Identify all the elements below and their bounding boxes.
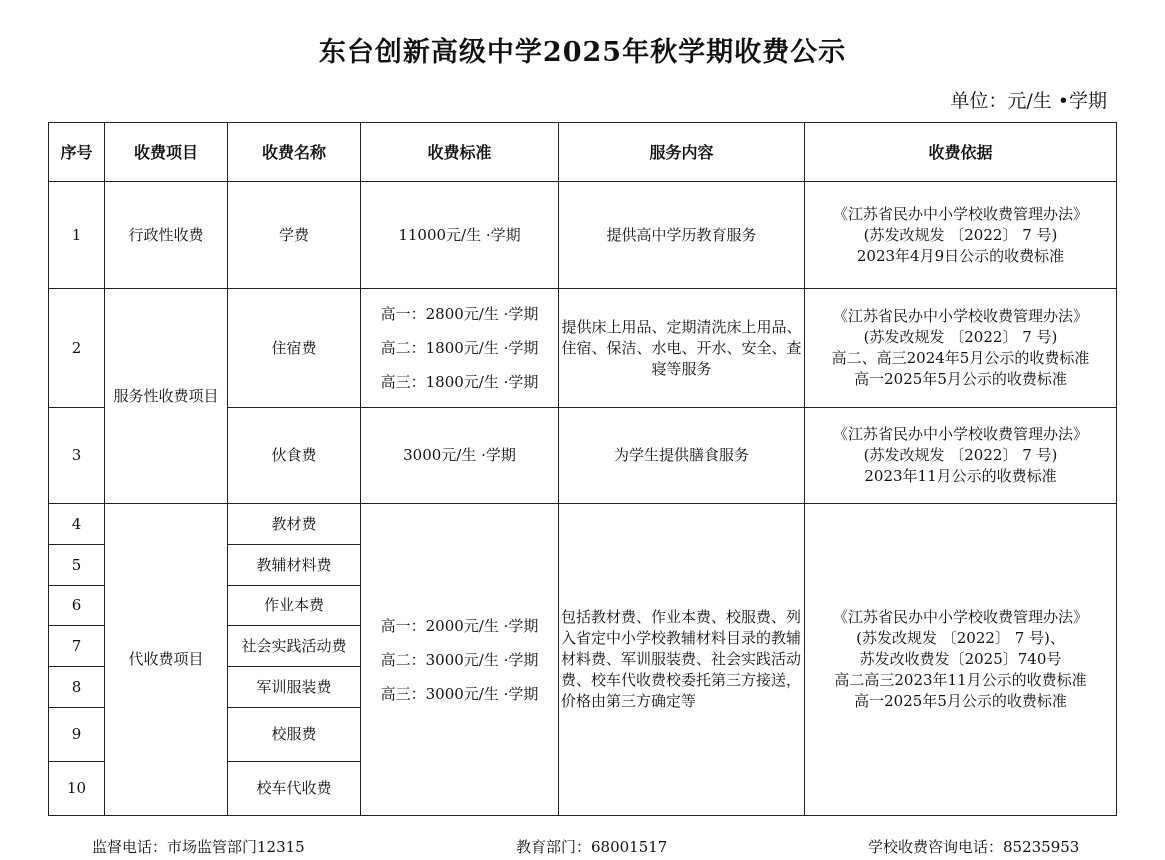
row-name: 校服费 (228, 708, 361, 762)
row-standard: 11000元/生 ·学期 (361, 182, 559, 289)
row-project: 行政性收费 (105, 182, 228, 289)
row-name: 学费 (228, 182, 361, 289)
row-service: 提供高中学历教育服务 (559, 182, 805, 289)
row-name: 教辅材料费 (228, 545, 361, 586)
header-name: 收费名称 (228, 123, 361, 182)
row-seq: 2 (49, 289, 105, 408)
standard-line: 高二：3000元/生 ·学期 (380, 650, 539, 669)
service-project-cell: 服务性收费项目 (105, 289, 228, 504)
row-basis: 《江苏省民办中小学校收费管理办法》 (苏发改规发 〔2022〕 7 号) 2023年11月公示的收费标准 (805, 408, 1117, 504)
proxy-standard (361, 504, 559, 816)
row-name: 军训服装费 (228, 667, 361, 708)
row-seq: 5 (49, 545, 105, 586)
row-seq: 7 (49, 626, 105, 667)
row-name: 校车代收费 (228, 762, 361, 816)
row-name: 教材费 (228, 504, 361, 545)
header-service: 服务内容 (559, 123, 805, 182)
header-standard: 收费标准 (361, 123, 559, 182)
proxy-service: 包括教材费、作业本费、校服费、列入省定中小学校教辅材料目录的教辅材料费、军训服装费、社会实践活动费、校车代收费校委托第三方接送，价格由第三方确定等 (559, 504, 805, 816)
row-basis: 《江苏省民办中小学校收费管理办法》 (苏发改规发 〔2022〕 7 号) 高二、高三2024年5月公示的收费标准 高一2025年5月公示的收费标准 (805, 289, 1117, 408)
row-standard (361, 289, 559, 408)
standard-line: 高一：2000元/生 ·学期 (380, 616, 539, 635)
row-standard: 3000元/生 ·学期 (361, 408, 559, 504)
row-name: 社会实践活动费 (228, 626, 361, 667)
row-seq: 8 (49, 667, 105, 708)
row-service: 提供床上用品、定期清洗床上用品、住宿、保洁、水电、开水、安全、查寝等服务 (559, 289, 805, 408)
page-title: 东台创新高级中学2025年秋学期收费公示 (318, 37, 847, 68)
row-seq: 10 (49, 762, 105, 816)
row-seq: 3 (49, 408, 105, 504)
footer-education: 教育部门：68001517 (516, 838, 668, 856)
footer-consult: 学校收费咨询电话：85235953 (868, 838, 1080, 856)
row-seq: 6 (49, 586, 105, 626)
unit-label: 单位：元/生 •学期 (950, 90, 1107, 112)
proxy-project-cell: 代收费项目 (105, 504, 228, 816)
table-row (49, 182, 1117, 289)
header-project: 收费项目 (105, 123, 228, 182)
row-seq: 1 (49, 182, 105, 289)
fee-table (48, 122, 1117, 816)
row-seq: 9 (49, 708, 105, 762)
row-name: 住宿费 (228, 289, 361, 408)
table-row (49, 504, 1117, 545)
row-service: 为学生提供膳食服务 (559, 408, 805, 504)
standard-line: 高三：1800元/生 ·学期 (380, 373, 539, 391)
standard-line: 高一：2800元/生 ·学期 (380, 305, 539, 323)
footer-supervise: 监督电话：市场监管部门12315 (92, 838, 305, 856)
row-name: 伙食费 (228, 408, 361, 504)
row-basis: 《江苏省民办中小学校收费管理办法》 (苏发改规发 〔2022〕 7 号) 2023年4月9日公示的收费标准 (805, 182, 1117, 289)
header-basis: 收费依据 (805, 123, 1117, 182)
header-seq: 序号 (49, 123, 105, 182)
table-row (49, 289, 1117, 408)
header-row (49, 123, 1117, 182)
row-name: 作业本费 (228, 586, 361, 626)
proxy-basis: 《江苏省民办中小学校收费管理办法》 (苏发改规发 〔2022〕 7 号)、 苏发改收费发〔2025〕740号 高二高三2023年11月公示的收费标准 高一2025年5月公示的收费标准 (805, 504, 1117, 816)
standard-line: 高三：3000元/生 ·学期 (380, 684, 539, 703)
row-seq: 4 (49, 504, 105, 545)
standard-line: 高二：1800元/生 ·学期 (380, 339, 539, 357)
